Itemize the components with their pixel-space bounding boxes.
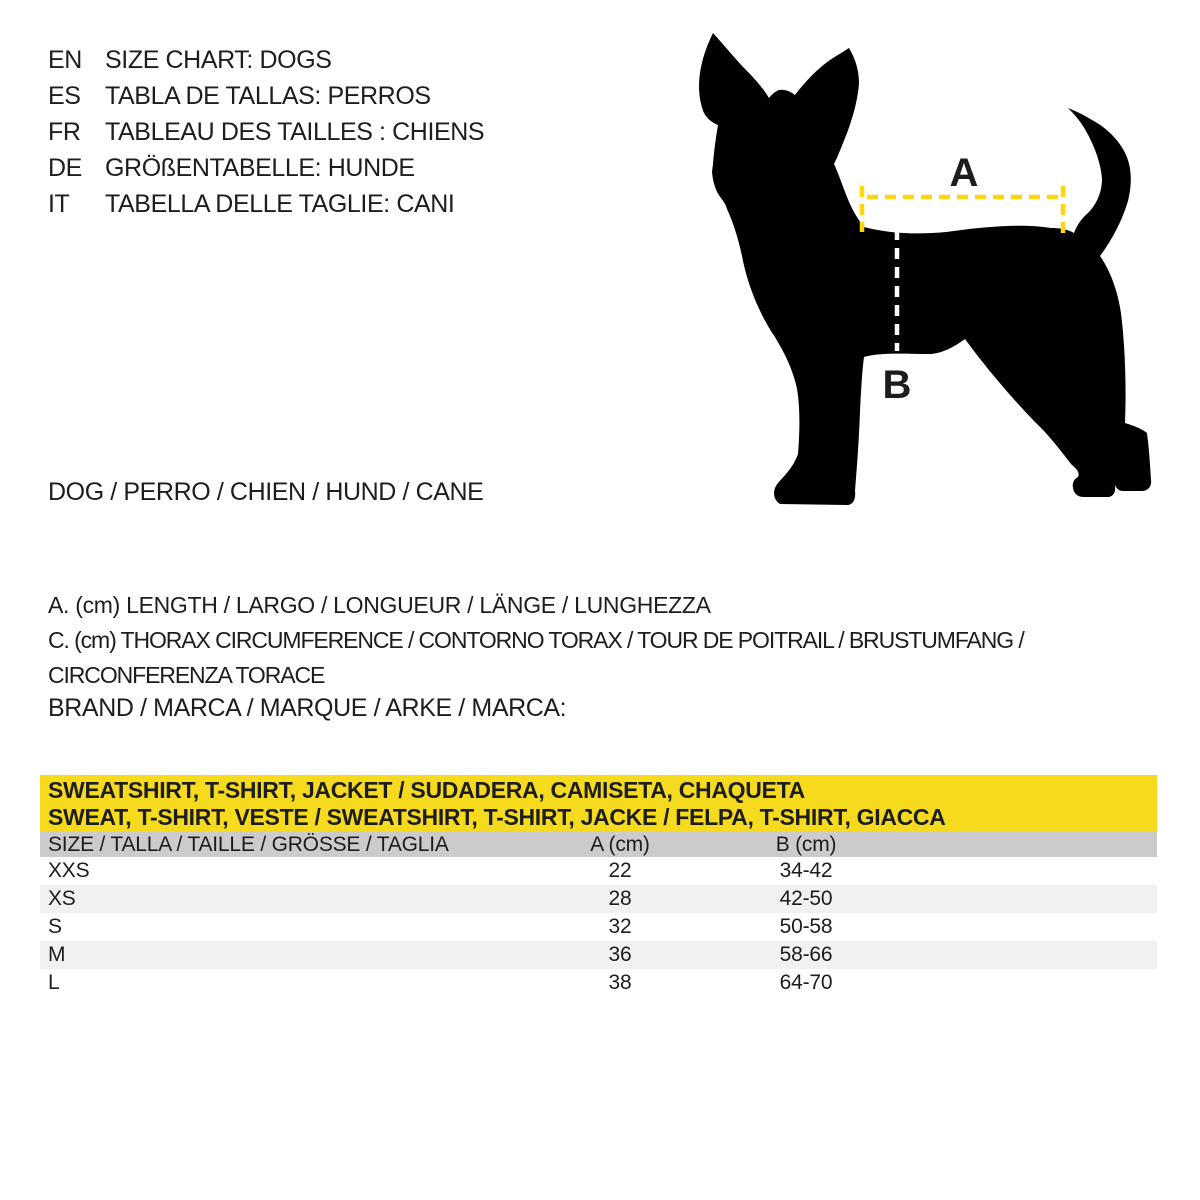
garment-type-banner: [40, 775, 1157, 832]
size-cell: S: [48, 915, 62, 938]
language-code: FR: [48, 117, 81, 146]
measure-a-label: A: [949, 151, 979, 195]
title-row-en: [48, 42, 484, 78]
size-table-header: [40, 832, 1157, 857]
language-code: EN: [48, 45, 82, 74]
size-table-body: [40, 857, 1157, 997]
measure-b-label: B: [882, 363, 912, 407]
language-title-list: [48, 42, 484, 222]
title-row-fr: [48, 114, 484, 150]
garment-banner-line-2: SWEAT, T-SHIRT, VESTE / SWEATSHIRT, T-SHIRT, JACKE / FELPA, T-SHIRT, GIACCA: [48, 804, 946, 830]
language-code: DE: [48, 153, 82, 182]
table-header-row: [40, 832, 1157, 857]
chihuahua-silhouette: [699, 33, 1151, 505]
dog-measurement-diagram: [680, 20, 1180, 520]
chart-title: TABELLA DELLE TAGLIE: CANI: [105, 189, 455, 218]
header-a-cm: A (cm): [590, 832, 650, 856]
language-code: IT: [48, 189, 70, 218]
a-value-cell: 38: [608, 971, 632, 994]
a-value-cell: 32: [608, 915, 632, 938]
title-row-it: [48, 186, 484, 222]
table-row-xs: [40, 885, 1157, 913]
table-row-s: [40, 913, 1157, 941]
brand-label: BRAND / MARCA / MARQUE / ARKE / MARCA:: [48, 694, 567, 722]
size-cell: M: [48, 943, 66, 966]
language-code: ES: [48, 81, 81, 110]
table-row-m: [40, 941, 1157, 969]
a-value-cell: 28: [608, 887, 632, 910]
garment-banner-line-1: SWEATSHIRT, T-SHIRT, JACKET / SUDADERA, CAMISETA, CHAQUETA: [48, 777, 805, 803]
header-size: SIZE / TALLA / TAILLE / GRÖSSE / TAGLIA: [48, 832, 449, 856]
size-cell: L: [48, 971, 60, 994]
animal-label: DOG / PERRO / CHIEN / HUND / CANE: [48, 478, 484, 506]
header-b-cm: B (cm): [775, 832, 837, 856]
chart-title: TABLEAU DES TAILLES : CHIENS: [105, 117, 485, 146]
b-value-cell: 34-42: [779, 859, 833, 882]
table-row-l: [40, 969, 1157, 997]
b-value-cell: 50-58: [779, 915, 833, 938]
measure-a-description: A. (cm) LENGTH / LARGO / LONGUEUR / LÄNGE / LUNGHEZZA: [48, 592, 711, 618]
chart-title: TABLA DE TALLAS: PERROS: [105, 81, 431, 110]
b-value-cell: 64-70: [779, 971, 833, 994]
title-row-de: [48, 150, 484, 186]
size-cell: XS: [48, 887, 76, 910]
a-value-cell: 22: [608, 859, 632, 882]
chart-title: GRÖßENTABELLE: HUNDE: [105, 153, 415, 182]
size-cell: XXS: [48, 859, 90, 882]
measurement-legend: [48, 588, 1200, 693]
measure-c-description: C. (cm) THORAX CIRCUMFERENCE / CONTORNO TORAX / TOUR DE POITRAIL / BRUSTUMFANG / CIRCONFERENZA TORACE: [48, 627, 1024, 688]
b-value-cell: 58-66: [779, 943, 833, 966]
table-row-xxs: [40, 857, 1157, 885]
chart-title: SIZE CHART: DOGS: [105, 45, 332, 74]
a-value-cell: 36: [608, 943, 632, 966]
b-value-cell: 42-50: [779, 887, 833, 910]
title-row-es: [48, 78, 484, 114]
